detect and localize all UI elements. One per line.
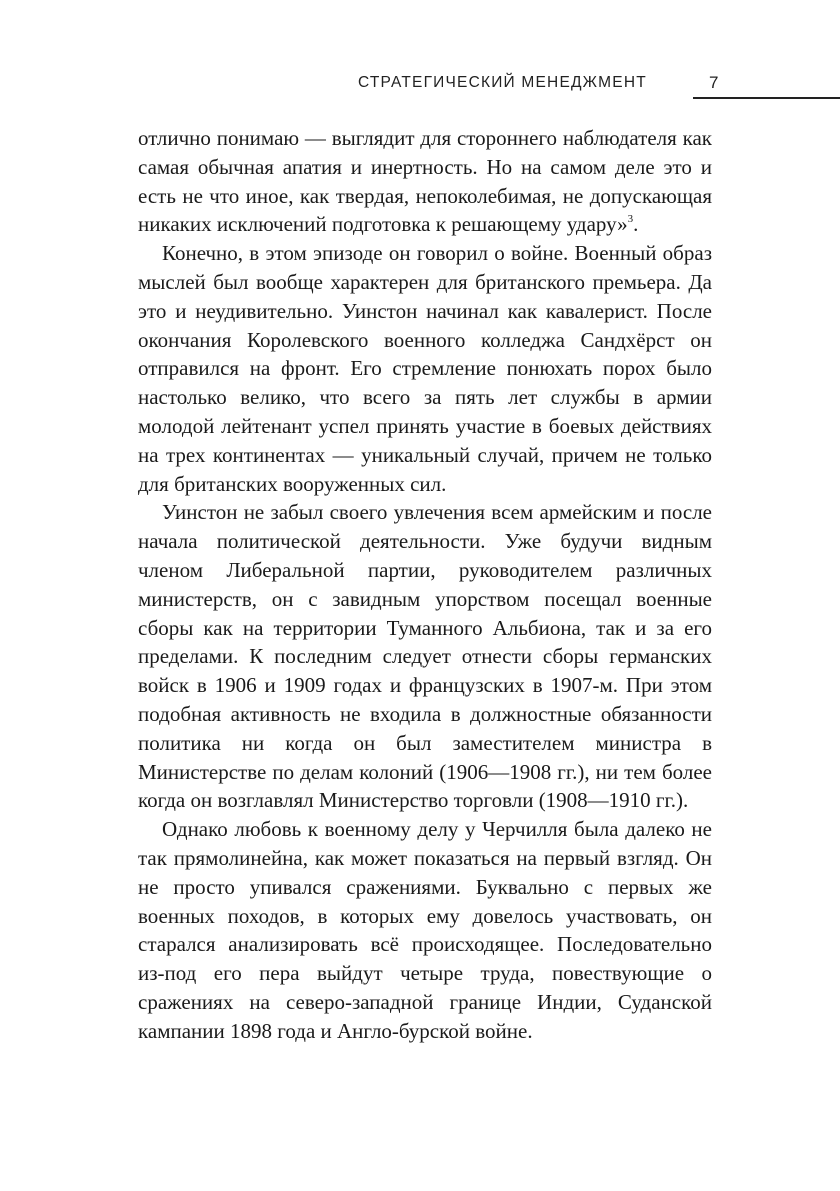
paragraph-1-tail: . [633,212,639,237]
paragraph-4: Однако любовь к военному делу у Черчилля была далеко не так прямолинейна, как может показаться на первый взгляд. Он не просто упивался сражениями. Буквально с первых же военных походов, в которых ему довелось участвовать, он старался анализировать всё происходящее. Последовательно из-под его пера выйдут четыре труда, повествующие о сражениях на северо-западной границе Индии, Суданской кампании 1898 года и Англо-бурской войне. [138,817,712,1043]
body-text [138,124,712,1046]
header-rule [693,97,840,99]
running-head-title: СТРАТЕГИЧЕСКИЙ МЕНЕДЖМЕНТ [358,74,647,91]
paragraph-2: Конечно, в этом эпизоде он говорил о войне. Военный образ мыслей был вообще характерен для британского премьера. Да это и неудивительно. Уинстон начинал как кавалерист. После окончания Королевского военного колледжа Сандхёрст он отправился на фронт. Его стремление понюхать порох было настолько велико, что всего за пять лет службы в армии молодой лейтенант успел принять участие в боевых действиях на трех континентах — уникальный случай, причем не только для британских вооруженных сил. [138,241,712,496]
paragraph-1-text: отлично понимаю — выглядит для стороннего наблюдателя как самая обычная апатия и инертность. Но на самом деле это и есть не что иное, как твердая, непоколебимая, не допускающая никаких исключений подготовка к решающему удару» [138,126,712,237]
paragraph-3: Уинстон не забыл своего увлечения всем армейским и после начала политической деятельности. Уже будучи видным членом Либеральной партии, руководителем различных министерств, он с завидным упорством посещал военные сборы как на территории Туманного Альбиона, так и за его пределами. К последним следует отнести сборы германских войск в 1906 и 1909 годах и французских в 1907-м. При этом подобная активность не входила в должностные обязанности политика ни когда он был заместителем министра в Министерстве по делам колоний (1906—1908 гг.), ни тем более когда он возглавлял Министерство торговли (1908—1910 гг.). [138,500,712,813]
paragraph-1 [138,124,712,239]
footnote-ref-3: 3 [627,213,634,226]
page-number: 7 [709,73,719,92]
